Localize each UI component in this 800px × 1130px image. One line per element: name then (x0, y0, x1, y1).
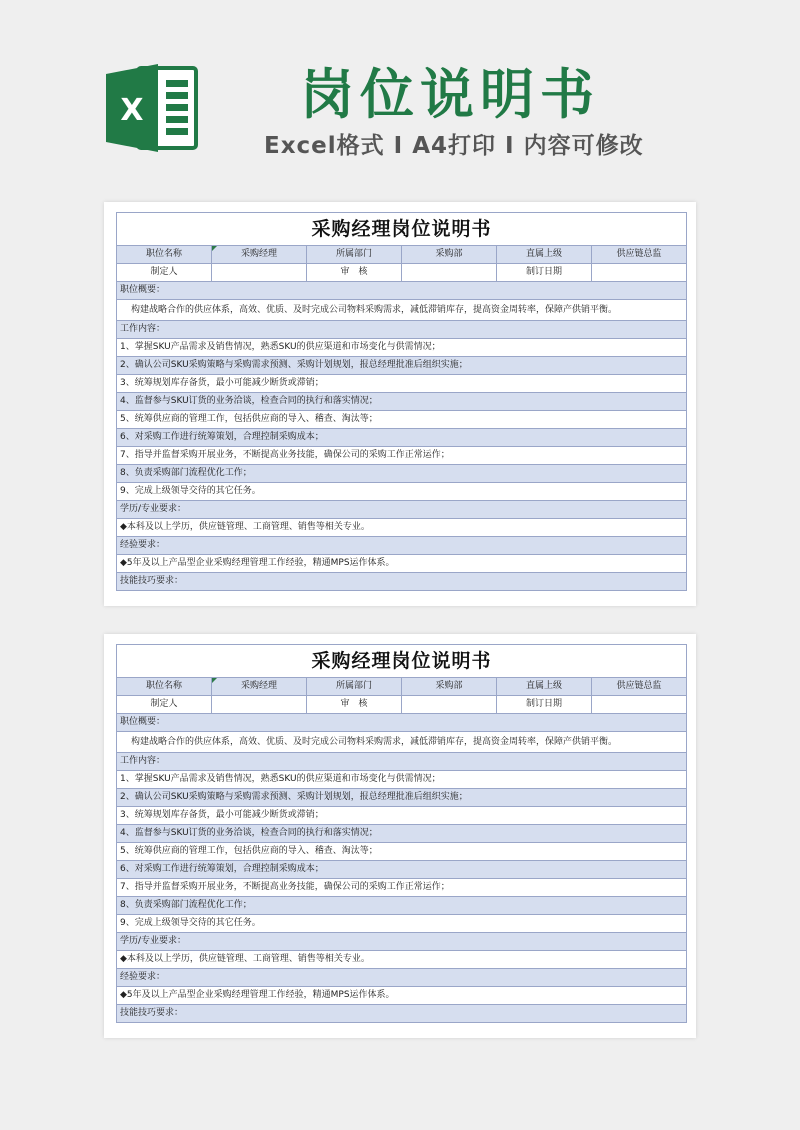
skills-label: 技能技巧要求： (117, 573, 687, 591)
label-date: 制订日期 (497, 696, 592, 714)
svg-text:X: X (120, 93, 144, 128)
value-position[interactable]: 采购经理 (212, 678, 307, 696)
form-title: 采购经理岗位说明书 (117, 213, 687, 246)
duty-item[interactable]: 8、负责采购部门流程优化工作； (117, 897, 687, 915)
education-label: 学历/专业要求： (117, 933, 687, 951)
value-supervisor[interactable]: 供应链总监 (592, 678, 687, 696)
summary-text[interactable]: 构建战略合作的供应体系，高效、优质、及时完成公司物料采购需求，减低滞销库存，提高资金周转率，保障产供销平衡。 (117, 732, 687, 753)
value-department[interactable]: 采购部 (402, 678, 497, 696)
label-reviewer: 审 核 (307, 264, 402, 282)
experience-text[interactable]: ◆5年及以上产品型企业采购经理管理工作经验，精通MPS运作体系。 (117, 555, 687, 573)
experience-label: 经验要求： (117, 537, 687, 555)
summary-label: 职位概要： (117, 282, 687, 300)
duty-item[interactable]: 7、指导并监督采购开展业务，不断提高业务技能，确保公司的采购工作正常运作； (117, 879, 687, 897)
label-department: 所属部门 (307, 246, 402, 264)
duty-item[interactable]: 6、对采购工作进行统筹策划，合理控制采购成本； (117, 861, 687, 879)
value-reviewer[interactable] (402, 264, 497, 282)
value-position[interactable]: 采购经理 (212, 246, 307, 264)
label-position: 职位名称 (117, 246, 212, 264)
label-reviewer: 审 核 (307, 696, 402, 714)
duty-item[interactable]: 4、监督参与SKU订货的业务洽谈，检查合同的执行和落实情况； (117, 825, 687, 843)
duties-label: 工作内容： (117, 321, 687, 339)
label-author: 制定人 (117, 696, 212, 714)
job-description-table (116, 212, 687, 591)
duty-item[interactable]: 8、负责采购部门流程优化工作； (117, 465, 687, 483)
duty-item[interactable]: 1、掌握SKU产品需求及销售情况，熟悉SKU的供应渠道和市场变化与供需情况； (117, 771, 687, 789)
summary-label: 职位概要： (117, 714, 687, 732)
header (0, 0, 800, 190)
duty-item[interactable]: 3、统筹规划库存备货，最小可能减少断货或滞销； (117, 807, 687, 825)
form-title: 采购经理岗位说明书 (117, 645, 687, 678)
excel-icon (104, 62, 200, 154)
summary-text[interactable]: 构建战略合作的供应体系，高效、优质、及时完成公司物料采购需求，减低滞销库存，提高资金周转率，保障产供销平衡。 (117, 300, 687, 321)
duty-item[interactable]: 9、完成上级领导交待的其它任务。 (117, 483, 687, 501)
sheet-preview-1 (104, 202, 696, 606)
duty-item[interactable]: 2、确认公司SKU采购策略与采购需求预测、采购计划规划，报总经理批准后组织实施； (117, 789, 687, 807)
label-position: 职位名称 (117, 678, 212, 696)
duty-item[interactable]: 5、统筹供应商的管理工作，包括供应商的导入、稽查、淘汰等； (117, 843, 687, 861)
label-supervisor: 直属上级 (497, 246, 592, 264)
page-title: 岗位说明书 (300, 63, 600, 126)
value-date[interactable] (592, 696, 687, 714)
label-department: 所属部门 (307, 678, 402, 696)
experience-label: 经验要求： (117, 969, 687, 987)
education-text[interactable]: ◆本科及以上学历，供应链管理、工商管理、销售等相关专业。 (117, 951, 687, 969)
value-supervisor[interactable]: 供应链总监 (592, 246, 687, 264)
value-department[interactable]: 采购部 (402, 246, 497, 264)
duty-item[interactable]: 7、指导并监督采购开展业务，不断提高业务技能，确保公司的采购工作正常运作； (117, 447, 687, 465)
duty-item[interactable]: 9、完成上级领导交待的其它任务。 (117, 915, 687, 933)
label-date: 制订日期 (497, 264, 592, 282)
duty-item[interactable]: 1、掌握SKU产品需求及销售情况，熟悉SKU的供应渠道和市场变化与供需情况； (117, 339, 687, 357)
education-label: 学历/专业要求： (117, 501, 687, 519)
value-author[interactable] (212, 696, 307, 714)
page-subtitle: Excel格式 I A4打印 I 内容可修改 (264, 133, 644, 159)
duty-item[interactable]: 3、统筹规划库存备货，最小可能减少断货或滞销； (117, 375, 687, 393)
education-text[interactable]: ◆本科及以上学历，供应链管理、工商管理、销售等相关专业。 (117, 519, 687, 537)
job-description-table (116, 644, 687, 1023)
value-author[interactable] (212, 264, 307, 282)
duty-item[interactable]: 2、确认公司SKU采购策略与采购需求预测、采购计划规划，报总经理批准后组织实施； (117, 357, 687, 375)
label-supervisor: 直属上级 (497, 678, 592, 696)
label-author: 制定人 (117, 264, 212, 282)
duty-item[interactable]: 5、统筹供应商的管理工作，包括供应商的导入、稽查、淘汰等； (117, 411, 687, 429)
value-date[interactable] (592, 264, 687, 282)
skills-label: 技能技巧要求： (117, 1005, 687, 1023)
value-reviewer[interactable] (402, 696, 497, 714)
sheet-preview-2 (104, 634, 696, 1038)
duty-item[interactable]: 6、对采购工作进行统筹策划，合理控制采购成本； (117, 429, 687, 447)
duties-label: 工作内容： (117, 753, 687, 771)
experience-text[interactable]: ◆5年及以上产品型企业采购经理管理工作经验，精通MPS运作体系。 (117, 987, 687, 1005)
duty-item[interactable]: 4、监督参与SKU订货的业务洽谈，检查合同的执行和落实情况； (117, 393, 687, 411)
